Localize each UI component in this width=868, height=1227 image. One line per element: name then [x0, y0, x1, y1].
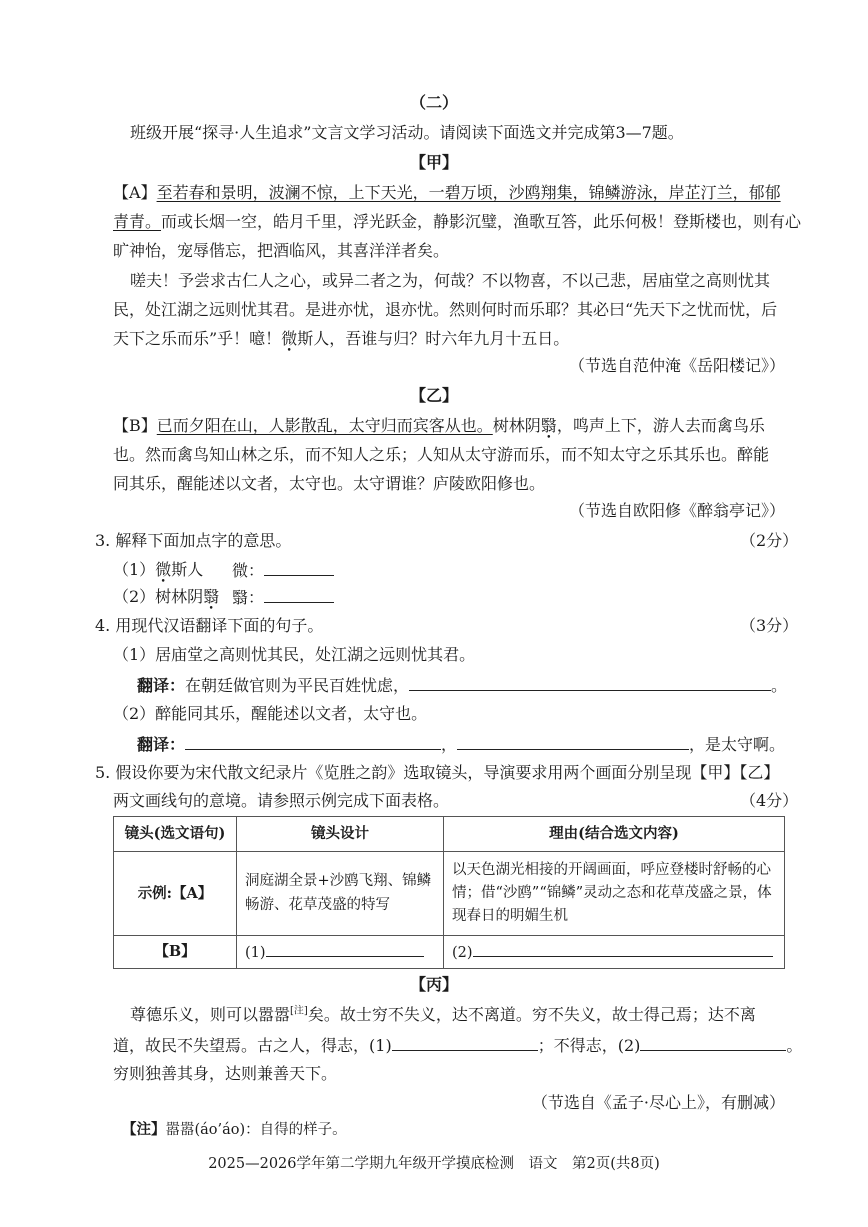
- yi-line-1-rest-a: 树林阴: [492, 416, 541, 435]
- q3-item-2: [113, 586, 219, 608]
- jia-heading: 【甲】: [409, 153, 458, 172]
- b-label: 【B】: [113, 416, 157, 435]
- section-title: （二）: [409, 93, 458, 112]
- q3-item-1-prefix: （1）: [113, 560, 156, 579]
- q4-score: （3分）: [740, 616, 799, 635]
- table-row: [114, 852, 785, 936]
- intro-text: 班级开展“探寻·人生追求”文言文学习活动。请阅读下面选文并完成第3—7题。: [130, 123, 684, 142]
- bing-blank-1[interactable]: [392, 1034, 538, 1051]
- table-header-cell: 镜头设计: [237, 817, 444, 852]
- q3-key-2: 翳：: [232, 588, 265, 607]
- q3-key-1: 微：: [232, 561, 265, 580]
- jia-p2-line-3: [113, 328, 569, 350]
- page-footer: 2025—2026学年第二学期九年级开学摸底检测 语文 第2页(共8页): [208, 1156, 660, 1172]
- bing-blank-2[interactable]: [640, 1034, 786, 1051]
- q4-trans-label-1: 翻译：: [137, 676, 186, 695]
- q3-stem: 3. 解释下面加点字的意思。: [95, 531, 292, 550]
- bing-heading: 【丙】: [409, 975, 458, 994]
- row-b-design-number: (1): [245, 945, 266, 961]
- row-b-design-cell[interactable]: [237, 936, 444, 969]
- row-b-reason-number: (2): [452, 945, 473, 961]
- bing-line-2b: ；不得志，: [537, 1036, 618, 1055]
- q4-translation-1: [137, 674, 787, 697]
- table-blank-1[interactable]: [266, 940, 424, 957]
- a-label: 【A】: [113, 183, 157, 202]
- q4-blank-1[interactable]: [409, 674, 771, 691]
- bing-source: （节选自《孟子·尽心上》，有删减）: [531, 1093, 785, 1112]
- row-b-label-cell: 【B】: [114, 936, 237, 969]
- jia-a-line-1: [113, 182, 781, 204]
- bing-line-3: 穷则独善其身，达则兼善天下。: [113, 1064, 338, 1083]
- q3-answer-1: [232, 559, 334, 582]
- table-blank-2[interactable]: [473, 940, 773, 957]
- q3-blank-2[interactable]: [264, 586, 334, 603]
- a-underlined-text-2: 青青。: [113, 212, 162, 231]
- q4-trans-label-2: 翻译：: [137, 735, 186, 754]
- q3-item-1: [113, 559, 203, 581]
- yi-source: （节选自欧阳修《醉翁亭记》）: [568, 501, 785, 520]
- jia-source: （节选自范仲淹《岳阳楼记》）: [568, 356, 785, 375]
- jia-p2-line-3a: 天下之乐而乐”乎！噫！: [113, 329, 282, 348]
- q5-stem-1: 5. 假设你要为宋代散文纪录片《览胜之韵》选取镜头，导演要求用两个画面分别呈现【甲】【乙】: [95, 763, 780, 782]
- q5-score: （4分）: [740, 791, 799, 810]
- q3-score: （2分）: [740, 531, 799, 550]
- q4-stem: 4. 用现代汉语翻译下面的句子。: [95, 616, 324, 635]
- example-label-cell: 示例:【A】: [114, 852, 237, 936]
- note-text: 嚣嚣(áo’áo)：自得的样子。: [165, 1122, 347, 1138]
- yi-line-1: [113, 415, 765, 437]
- bing-line-2: [113, 1034, 802, 1057]
- bing-line-2c: 。: [786, 1036, 803, 1055]
- q3-answer-2: [232, 586, 334, 609]
- dotted-char-wei: 微: [281, 329, 298, 348]
- q4-item-2-end: ，是太守啊。: [689, 735, 786, 754]
- q3-blank-1[interactable]: [264, 559, 334, 576]
- bing-line-2a: 道，故民不失望焉。古之人，得志，: [113, 1036, 370, 1055]
- yi-heading: 【乙】: [409, 386, 458, 405]
- yi-line-1-rest-b: ，鸣声上下，游人去而禽鸟乐: [556, 416, 765, 435]
- bing-blank-2-number: (2): [617, 1036, 641, 1055]
- q4-blank-2[interactable]: [185, 733, 441, 750]
- note-label: 【注】: [122, 1121, 166, 1138]
- bing-line-1a: 尊德乐义，则可以嚣嚣: [130, 1005, 291, 1024]
- q3-dotted-yi: 翳: [203, 587, 220, 606]
- a-underlined-text-1: 至若春和景明，波澜不惊，上下天光，一碧万顷，沙鸥翔集，锦鳞游泳，岸芷汀兰，郁郁: [156, 183, 781, 202]
- a-text-rest: 而或长烟一空，皓月千里，浮光跃金，静影沉璧，渔歌互答，此乐何极！登斯楼也，则有心: [161, 212, 802, 231]
- q4-period: 。: [771, 676, 788, 695]
- q3-item-1-rest: 斯人: [171, 560, 204, 579]
- jia-p2-line-2: 民，处江湖之远则忧其君。是进亦忧，退亦忧。然则何时而乐耶？其必曰“先天下之忧而忧，后: [113, 300, 778, 319]
- q4-translation-2: [137, 733, 785, 756]
- q3-dotted-wei: 微: [155, 560, 172, 579]
- q5-stem-2: 两文画线句的意境。请参照示例完成下面表格。: [113, 791, 450, 810]
- table-header-row: [114, 817, 785, 852]
- bing-line-1b: 矣。故士穷不失义，达不离道。穷不失义，故士得己焉；达不离: [307, 1005, 756, 1024]
- yi-line-2: 也。然而禽鸟知山林之乐，而不知人之乐；人知从太守游而乐，而不知太守之乐其乐也。醉能: [113, 445, 770, 464]
- q4-item-2: （2）醉能同其乐，醒能述以文者，太守也。: [113, 704, 428, 723]
- jia-p1-line-3: 旷神怡，宠辱偕忘，把酒临风，其喜洋洋者矣。: [113, 241, 450, 260]
- table-header-cell: 理由(结合选文内容): [444, 817, 785, 852]
- note-marker: [注]: [290, 1005, 308, 1017]
- jia-a-line-2: [113, 211, 801, 233]
- q3-item-2-prefix: （2）树林阴: [113, 587, 204, 606]
- bing-note: [122, 1120, 347, 1141]
- q4-blank-3[interactable]: [457, 733, 689, 750]
- b-underlined-text: 已而夕阳在山，人影散乱，太守归而宾客从也。: [156, 416, 493, 435]
- q4-comma: ，: [441, 735, 458, 754]
- dotted-char-yi: 翳: [540, 416, 557, 435]
- q4-item-1: （1）居庙堂之高则忧其民，处江湖之远则忧其君。: [113, 645, 476, 664]
- table-header-cell: 镜头(选文语句): [114, 817, 237, 852]
- row-b-reason-cell[interactable]: [444, 936, 785, 969]
- q5-table: [113, 816, 785, 969]
- yi-line-3: 同其乐，醒能述以文者，太守也。太守谓谁？庐陵欧阳修也。: [113, 474, 546, 493]
- table-row: [114, 936, 785, 969]
- example-design-cell: 洞庭湖全景+沙鸥飞翔、锦鳞畅游、花草茂盛的特写: [237, 852, 444, 936]
- q4-item-1-trans: 在朝廷做官则为平民百姓忧虑，: [185, 676, 410, 695]
- jia-p2-line-1: 嗟夫！予尝求古仁人之心，或异二者之为，何哉？不以物喜，不以己悲，居庙堂之高则忧其: [130, 271, 771, 290]
- bing-blank-1-number: (1): [369, 1036, 392, 1055]
- bing-line-1: [130, 1004, 756, 1026]
- jia-p2-line-3b: 斯人，吾谁与归？时六年九月十五日。: [297, 329, 570, 348]
- example-reason-cell: 以天色湖光相接的开阔画面，呼应登楼时舒畅的心情；借“沙鸥”“锦鳞”灵动之态和花草茂盛之景，体现春日的明媚生机: [444, 852, 785, 936]
